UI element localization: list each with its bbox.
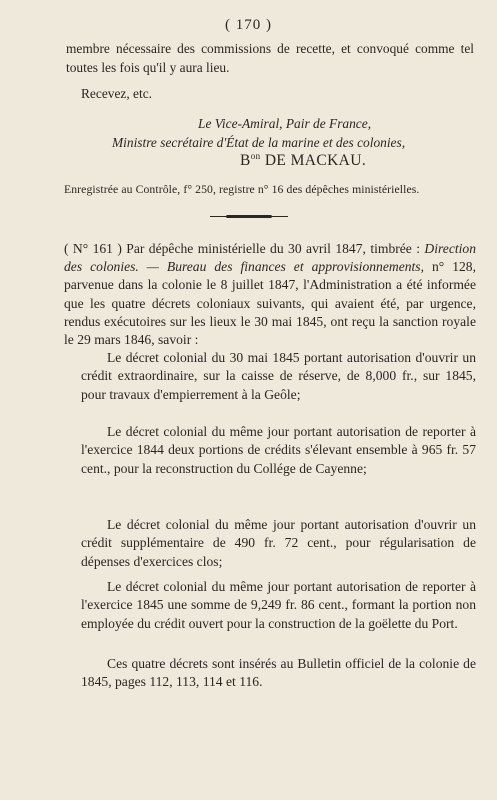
dispatch-body: , n° 128, parvenue dans la colonie le 8 juillet 1847, l'Administration a été informée que les quatre décrets coloniaux suivants, qui avaient été, par urgence, rendus exécutoires sur les lieux le 30 mai 1845, ont reçu la sanction royale le 29 mars 1846, savoir : (64, 259, 476, 348)
separator-ornament (226, 215, 272, 218)
registration-note: Enregistrée au Contrôle, f° 250, registre n° 16 des dépêches ministérielles. (64, 183, 420, 196)
closing-formula (81, 85, 489, 104)
decree-paragraph: Le décret colonial du même jour portant autorisation d'ouvrir un crédit supplémentaire de 490 fr. 72 cent., pour régularisation de dépenses d'exercices clos; (81, 517, 476, 569)
dispatch-paragraph (64, 240, 476, 349)
signature-title-line-1: Le Vice-Amiral, Pair de France, (198, 116, 372, 131)
decree-paragraph: Le décret colonial du même jour portant autorisation de reporter à l'exercice 1844 deux portions de crédits s'élevant ensemble à 965 fr. 57 cent., pour la reconstruction du Collége de Cayenne; (81, 424, 476, 476)
section-separator (210, 214, 288, 219)
summary-paragraph: Ces quatre décrets sont insérés au Bulletin officiel de la colonie de 1845, pages 112, 113, 114 et 116. (81, 656, 476, 690)
signer-baron-sup: on (250, 151, 261, 161)
page-number: ( 170 ) (225, 17, 272, 33)
opening-text: membre nécessaire des commissions de recette, et convoqué comme tel toutes les fois qu'il y aura lieu. (66, 41, 474, 75)
signer-name (240, 151, 366, 170)
decree-paragraph: Le décret colonial du 30 mai 1845 portant autorisation d'ouvrir un crédit extraordinaire, sur la caisse de réserve, de 8,000 fr., sur 1845, pour travaux d'empierrement à la Geôle; (81, 350, 476, 402)
dispatch-intro: ( N° 161 ) Par dépêche ministérielle du 30 avril 1847, timbrée : (64, 241, 425, 256)
closing-text: Recevez, etc. (81, 86, 152, 101)
dispatch-direction: Direction des colonies. — Bureau des finances et approvisionnements (64, 241, 476, 275)
decree-paragraph: Le décret colonial du même jour portant autorisation de reporter à l'exercice 1845 une somme de 9,249 fr. 86 cent., formant la portion non employée du crédit ouvert pour la construction de la goëlette du Port. (81, 579, 476, 631)
signature-title-line-2: Ministre secrétaire d'État de la marine et des colonies, (112, 135, 406, 150)
opening-paragraph (66, 40, 474, 77)
signer-baron: B (240, 152, 251, 170)
signer-surname: DE MACKAU. (260, 152, 367, 170)
